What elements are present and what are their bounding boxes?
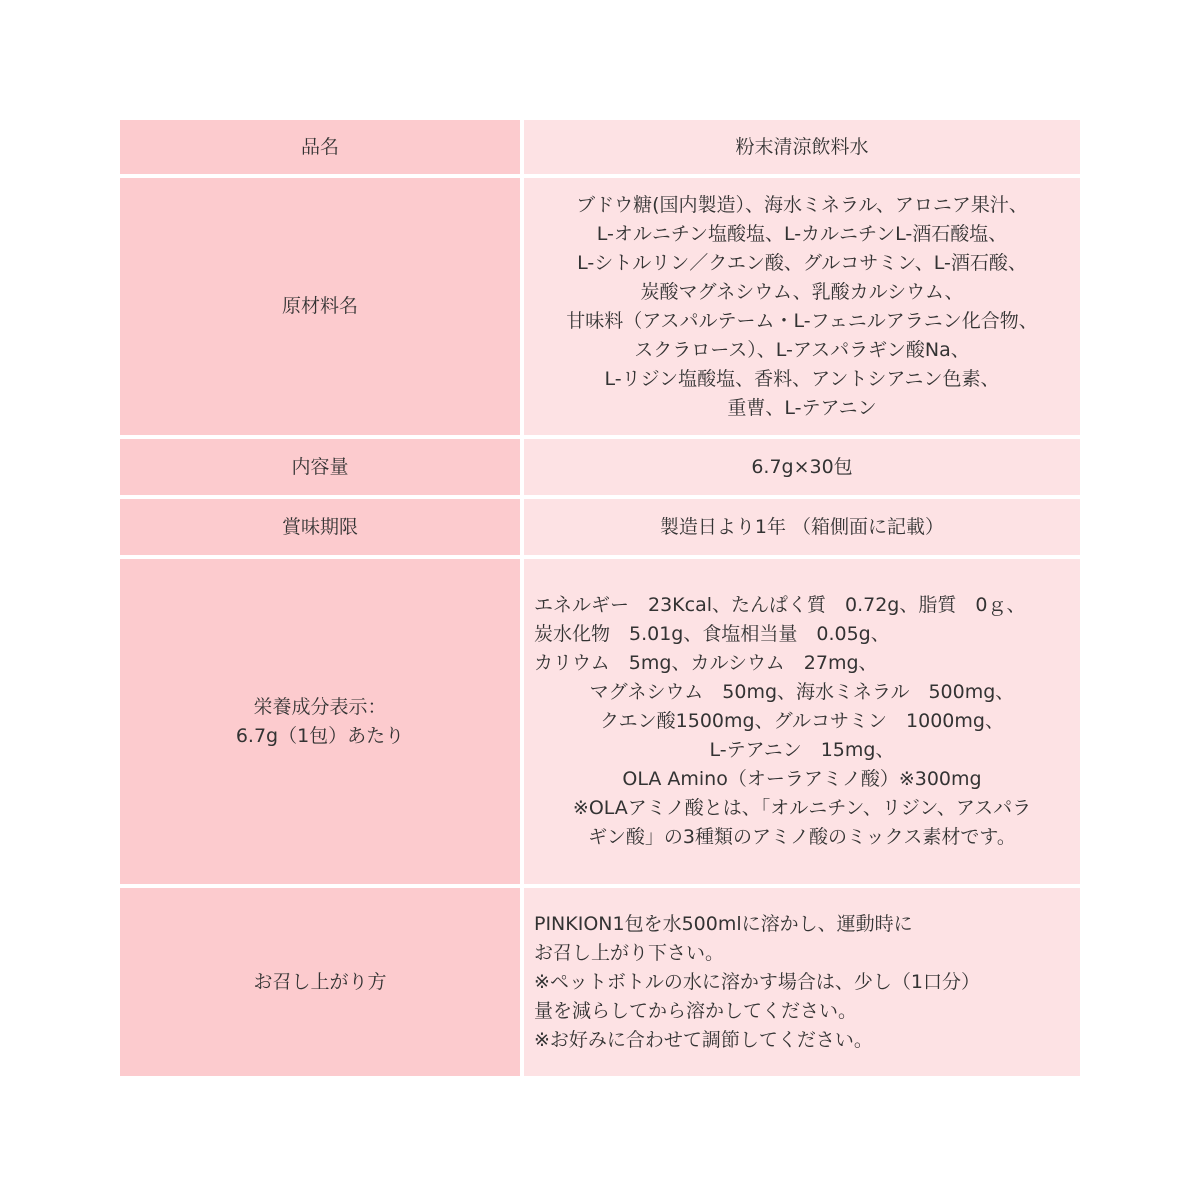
nutrition-line: カリウム 5mg、カルシウム 27mg、 <box>534 652 878 674</box>
ingredient-line: 甘味料（アスパルテーム・L-フェニルアラニン化合物、 <box>566 309 1038 332</box>
nutrition-line: L-テアニン 15mg、 <box>709 739 895 761</box>
label-nutrition <box>120 559 520 884</box>
value-nutrition <box>524 559 1080 884</box>
directions-line: ※お好みに合わせて調節してください。 <box>534 1028 873 1051</box>
ingredient-line: スクラロース）、L-アスパラギン酸Na、 <box>634 338 970 361</box>
ingredients-lines <box>566 191 1037 423</box>
label-ingredients <box>120 178 520 435</box>
ingredient-line: L-オルニチン塩酸塩、L-カルニチンL-酒石酸塩、 <box>596 222 1008 245</box>
directions-line: お召し上がり下さい。 <box>534 941 725 964</box>
label-contents <box>120 439 520 495</box>
label-text: 6.7g（1包）あたり <box>235 724 405 747</box>
spec-table <box>120 120 1080 1076</box>
nutrition-line: マグネシウム 50mg、海水ミネラル 500mg、 <box>589 681 1015 703</box>
ingredient-line: 炭酸マグネシウム、乳酸カルシウム、 <box>640 280 964 303</box>
label-text: 賞味期限 <box>281 515 358 538</box>
value-ingredients <box>524 178 1080 435</box>
value-expiry <box>524 499 1080 555</box>
ingredient-line: 重曹、L-テアニン <box>727 396 877 419</box>
label-text: 内容量 <box>291 455 349 478</box>
nutrition-line: OLA Amino（オーラアミノ酸）※300mg <box>622 768 982 790</box>
nutrition-center-lines <box>524 678 1080 852</box>
label-text: 原材料名 <box>281 295 358 317</box>
nutrition-line: エネルギー 23Kcal、たんぱく質 0.72g、脂質 0ｇ、 <box>534 594 1026 616</box>
label-directions <box>120 888 520 1076</box>
label-expiry <box>120 499 520 555</box>
nutrition-line: ※OLAアミノ酸とは、「オルニチン、リジン、アスパラ <box>572 797 1032 819</box>
directions-line: 量を減らしてから溶かしてください。 <box>534 999 858 1022</box>
label-text: 品名 <box>300 135 339 158</box>
nutrition-line: クエン酸1500mg、グルコサミン 1000mg、 <box>600 710 1004 732</box>
nutrition-left-lines <box>524 591 1080 678</box>
value-product-name <box>524 120 1080 174</box>
label-text: 栄養成分表示： <box>253 695 387 718</box>
directions-line: PINKION1包を水500mlに溶かし、運動時に <box>534 912 913 935</box>
nutrition-line: ギン酸」の3種類のアミノ酸のミックス素材です。 <box>588 826 1016 848</box>
nutrition-line: 炭水化物 5.01g、食塩相当量 0.05g、 <box>534 623 890 645</box>
directions-line: ※ペットボトルの水に溶かす場合は、少し（1口分） <box>534 970 981 993</box>
ingredient-line: ブドウ糖(国内製造）、海水ミネラル、アロニア果汁、 <box>576 193 1028 216</box>
value-contents <box>524 439 1080 495</box>
nutrition-lines <box>524 591 1080 852</box>
label-text: お召し上がり方 <box>253 970 387 993</box>
ingredient-line: L-シトルリン／クエン酸、グルコサミン、L-酒石酸、 <box>577 251 1027 274</box>
value-text: 製造日より1年 （箱側面に記載） <box>659 515 945 538</box>
nutrition-label-lines <box>236 693 404 751</box>
value-text: 6.7g×30包 <box>751 455 853 478</box>
ingredient-line: L-リジン塩酸塩、香料、アントシアニン色素、 <box>604 367 1000 390</box>
label-product-name <box>120 120 520 174</box>
directions-lines <box>524 910 1080 1055</box>
value-text: 粉末清涼飲料水 <box>735 135 869 158</box>
value-directions <box>524 888 1080 1076</box>
